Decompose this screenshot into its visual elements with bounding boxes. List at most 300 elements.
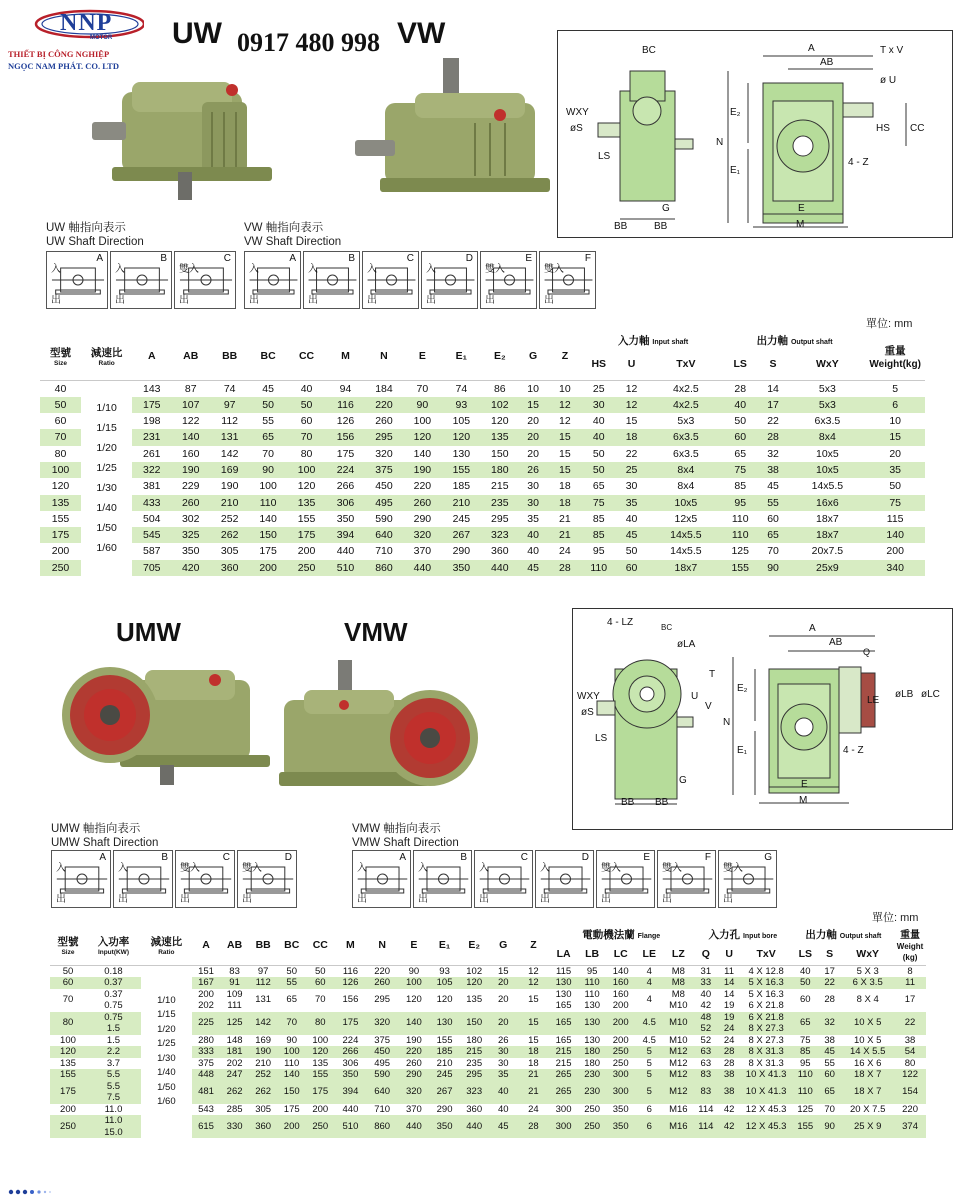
- table-cell: 155: [442, 462, 481, 478]
- table-cell: 504: [132, 511, 171, 527]
- cell-value: 510: [342, 1120, 359, 1132]
- table-cell: [894, 1046, 926, 1058]
- table-cell: 306: [326, 495, 365, 511]
- direction-input-label: 入: [367, 264, 377, 275]
- th-u: U: [615, 348, 648, 380]
- table-cell: [793, 989, 818, 1012]
- direction-letter: B: [161, 852, 168, 863]
- table-cell: 135: [40, 495, 81, 511]
- table-cell-kw: [86, 1058, 141, 1070]
- shaft-direction-b: [113, 850, 173, 908]
- cell-value: M12: [669, 1086, 688, 1098]
- th2-ab: AB: [220, 925, 249, 965]
- table-cell: 169: [210, 462, 249, 478]
- vmw-direction-row: [352, 850, 779, 908]
- cell-value: 306: [342, 1057, 359, 1069]
- table-cell: [192, 965, 221, 977]
- direction-letter: D: [581, 852, 589, 863]
- table-cell: 116: [326, 397, 365, 413]
- table-cell: 320: [403, 527, 442, 543]
- table-cell: 140: [403, 446, 442, 462]
- table-cell: [841, 1035, 894, 1047]
- cell-value: 6: [646, 1103, 652, 1115]
- kw-value: 3.7: [106, 1057, 121, 1069]
- table-cell: [841, 989, 894, 1012]
- direction-input-label: 入: [115, 264, 125, 275]
- table-cell-size: 135: [50, 1058, 86, 1070]
- cell-value: 375: [198, 1057, 214, 1069]
- cell-value: 5: [646, 1069, 652, 1080]
- table-cell: [518, 1104, 550, 1116]
- table-cell: [430, 1069, 460, 1081]
- cell-value: 235: [466, 1057, 483, 1069]
- cell-value: 543: [198, 1103, 214, 1115]
- table-cell: 394: [326, 527, 365, 543]
- cell-value: 116: [342, 965, 358, 977]
- cell-value: 200: [612, 1000, 629, 1011]
- ratio-value: 1/15: [96, 422, 117, 435]
- table-cell: 93: [442, 397, 481, 413]
- cell-value: 15: [528, 994, 539, 1006]
- direction-letter: C: [406, 253, 414, 264]
- table-cell: [606, 965, 635, 977]
- cell-value: 111: [227, 1000, 242, 1011]
- cell-value: 181: [226, 1046, 243, 1057]
- th-g: G: [519, 333, 548, 380]
- ratio-value: 1/30: [157, 1052, 176, 1064]
- table-cell-kw: [86, 1046, 141, 1058]
- cell-value: 83: [700, 1086, 712, 1098]
- table-cell: [841, 965, 894, 977]
- table-cell: [489, 1069, 518, 1081]
- cell-value: 38: [723, 1086, 735, 1098]
- table-cell: 18x7: [789, 511, 865, 527]
- ratio-value: 1/20: [96, 442, 117, 455]
- table-cell: [249, 1081, 278, 1104]
- cell-value: 190: [255, 1046, 272, 1057]
- table-cell: [398, 1115, 430, 1138]
- cell-value: 215: [466, 1046, 483, 1057]
- table-cell: [719, 1081, 740, 1104]
- table-cell: 110: [249, 495, 287, 511]
- kw-value: 2.2: [106, 1046, 121, 1057]
- cell-value: M10: [669, 1034, 688, 1046]
- table-cell: 40: [519, 543, 548, 559]
- cell-value: 150: [466, 1017, 483, 1029]
- table-cell: [793, 1058, 818, 1070]
- table-cell: [664, 1046, 694, 1058]
- shaft-direction-e: [480, 251, 537, 309]
- table-cell: [578, 1104, 607, 1116]
- cell-value: 38: [824, 1034, 835, 1046]
- dim2-label-q: Q: [863, 647, 871, 657]
- table-cell: 5x3: [648, 413, 724, 429]
- cell-value: 590: [374, 1069, 391, 1080]
- table-cell: 60: [757, 511, 790, 527]
- table-cell: [489, 1115, 518, 1138]
- table-cell: 156: [326, 429, 365, 445]
- table-cell: [459, 1058, 489, 1070]
- table-cell: 6x3.5: [648, 446, 724, 462]
- th-n: N: [365, 333, 403, 380]
- cell-value: 83: [229, 965, 240, 977]
- ratio-value: 1/30: [96, 482, 117, 495]
- dim-label-bb-2: BB: [654, 221, 668, 232]
- vmw-direction-title-zh: VMW 軸指向表示: [352, 823, 441, 835]
- table-cell: 24: [547, 543, 582, 559]
- cell-value: 202: [198, 1000, 214, 1011]
- table-cell: [489, 1035, 518, 1047]
- cell-value: 360: [466, 1103, 483, 1115]
- cell-value: 110: [797, 1086, 813, 1098]
- table-cell-size: 175: [50, 1081, 86, 1104]
- table-cell-size: 100: [50, 1035, 86, 1047]
- table-cell: [518, 977, 550, 989]
- table-cell: 80: [40, 446, 81, 462]
- th2-g: G: [489, 925, 518, 965]
- cell-value: 300: [612, 1086, 629, 1098]
- cell-value: 130: [584, 1017, 601, 1029]
- dim2-label-phi-la: øLA: [677, 639, 696, 650]
- table-cell: 860: [365, 560, 403, 576]
- table-cell: [220, 965, 249, 977]
- cell-value: 350: [612, 1120, 629, 1132]
- th-cc: CC: [287, 333, 326, 380]
- cell-value: 265: [555, 1086, 572, 1098]
- table-cell: [664, 1012, 694, 1035]
- table-cell: 25: [582, 380, 615, 397]
- dim2-label-wxy: WXY: [577, 691, 600, 702]
- direction-letter: F: [584, 253, 591, 264]
- table-cell: 325: [171, 527, 210, 543]
- unit-label-1: 單位: mm: [866, 318, 913, 330]
- table-cell: [192, 1104, 221, 1116]
- dim2-label-g: G: [679, 775, 687, 786]
- cell-value: 305: [255, 1103, 272, 1115]
- uw-spec-table: [40, 333, 925, 576]
- table-cell: [578, 977, 607, 989]
- table-cell: [841, 1081, 894, 1104]
- table-cell: [249, 989, 278, 1012]
- th2-output-group: 出力軸 Output shaft: [793, 925, 895, 943]
- table-cell: [335, 1058, 367, 1070]
- table-cell-kw: [86, 1081, 141, 1104]
- th2-q: Q: [693, 943, 718, 965]
- shaft-direction-f: [657, 850, 716, 908]
- cell-value: 18: [528, 1057, 539, 1069]
- cell-value: 15: [497, 965, 509, 977]
- table-cell-size: 60: [50, 977, 86, 989]
- cell-value: 200: [612, 1034, 629, 1046]
- cell-value: 280: [198, 1034, 214, 1046]
- table-cell: [192, 1012, 221, 1035]
- dim-label-n: N: [716, 137, 724, 148]
- cell-value: 35: [497, 1069, 509, 1080]
- cell-value: 38: [723, 1069, 735, 1080]
- table-cell: [430, 977, 460, 989]
- table-cell: 143: [132, 380, 171, 397]
- kw-value: 15.0: [104, 1126, 123, 1138]
- table-cell: [719, 1058, 740, 1070]
- cell-value: 38: [904, 1034, 916, 1046]
- table-row: [50, 965, 926, 977]
- table-cell: [489, 977, 518, 989]
- table-cell: [518, 1035, 550, 1047]
- cell-value: 165: [555, 1017, 572, 1029]
- umw-direction-title-zh: UMW 軸指向表示: [51, 823, 141, 835]
- table-cell: [635, 1046, 664, 1058]
- table-cell: [489, 965, 518, 977]
- table-cell: [366, 1069, 398, 1081]
- table-cell: [549, 1046, 578, 1058]
- cell-value: 350: [612, 1103, 629, 1115]
- ratio-cell: [81, 380, 132, 576]
- table-cell: [518, 965, 550, 977]
- cell-value: 175: [283, 1103, 300, 1115]
- table-cell: [220, 1046, 249, 1058]
- cell-value: 230: [584, 1086, 601, 1098]
- table-cell: [277, 1104, 306, 1116]
- table-cell: 90: [249, 462, 287, 478]
- direction-input-label: 雙入: [242, 863, 262, 874]
- table-cell: [894, 977, 926, 989]
- table-cell: 229: [171, 478, 210, 494]
- cell-value: 330: [226, 1120, 243, 1132]
- table-cell: 375: [365, 462, 403, 478]
- table-cell: [740, 1012, 793, 1035]
- shaft-direction-g: [718, 850, 777, 908]
- cell-value: 70: [824, 1103, 835, 1115]
- dim2-label-ls: LS: [595, 733, 608, 744]
- table-cell: [277, 1115, 306, 1138]
- cell-value: 495: [374, 1057, 391, 1069]
- table-row: [40, 511, 925, 527]
- cell-value: 130: [436, 1017, 453, 1029]
- table-cell: [719, 1115, 740, 1138]
- direction-input-label: 入: [418, 863, 428, 874]
- table-cell: 440: [403, 560, 442, 576]
- dim-label-bb-1: BB: [614, 221, 628, 232]
- ratio-value: 1/25: [96, 462, 117, 475]
- table-cell: 4x2.5: [648, 380, 724, 397]
- table-cell: 105: [442, 413, 481, 429]
- th-e: E: [403, 333, 442, 380]
- table-cell: 22: [757, 413, 790, 429]
- th2-bc: BC: [277, 925, 306, 965]
- table-cell: 587: [132, 543, 171, 559]
- table-cell: [549, 1012, 578, 1035]
- cell-value: 295: [466, 1069, 483, 1080]
- dim2-label-phi-lb: øLB: [895, 689, 914, 700]
- table-cell: 8x4: [789, 429, 865, 445]
- table-cell: 70: [249, 446, 287, 462]
- dim-label-cc: CC: [910, 123, 925, 134]
- table-cell: 115: [865, 511, 925, 527]
- table-row: [40, 462, 925, 478]
- table-cell: 184: [365, 380, 403, 397]
- table-cell: [277, 1081, 306, 1104]
- cell-value: 135: [466, 994, 483, 1006]
- cell-value: 6 X 21.8: [748, 1000, 784, 1011]
- table-cell: [489, 1081, 518, 1104]
- cell-value: 20 X 7.5: [849, 1103, 886, 1115]
- cell-value: 220: [405, 1046, 422, 1057]
- table-cell: 175: [249, 543, 287, 559]
- direction-letter: D: [284, 852, 292, 863]
- cell-value: 250: [584, 1103, 601, 1115]
- cell-value: 4: [646, 977, 652, 988]
- table-cell: 15: [519, 397, 548, 413]
- table-cell: [635, 965, 664, 977]
- table-cell: 45: [249, 380, 287, 397]
- dim-label-phi-s: øS: [570, 123, 583, 134]
- table-cell: 131: [210, 429, 249, 445]
- direction-output-label: 出: [479, 894, 489, 905]
- table-cell: [249, 1035, 278, 1047]
- cell-value: 165: [555, 1000, 572, 1011]
- cell-value: 169: [255, 1034, 272, 1046]
- cell-value: 109: [226, 988, 243, 1000]
- table-cell: [518, 1046, 550, 1058]
- table-cell: 125: [724, 543, 757, 559]
- cell-value: 165: [555, 1034, 572, 1046]
- shaft-direction-a: [352, 850, 411, 908]
- cell-value: 5 X 3: [856, 965, 879, 977]
- table-cell: 12: [547, 397, 582, 413]
- table-cell: 440: [326, 543, 365, 559]
- shaft-direction-b: [303, 251, 360, 309]
- table-cell: [277, 989, 306, 1012]
- direction-letter: B: [460, 852, 467, 863]
- table-cell: 180: [481, 462, 519, 478]
- table-cell: [459, 1081, 489, 1104]
- table-cell: [335, 989, 367, 1012]
- direction-input-label: 雙入: [544, 264, 564, 275]
- cell-value: 6: [646, 1120, 652, 1132]
- cell-value: 215: [555, 1046, 572, 1057]
- table-cell: [740, 965, 793, 977]
- table-cell: 10x5: [789, 462, 865, 478]
- table-cell: [220, 989, 249, 1012]
- direction-output-label: 出: [357, 894, 367, 905]
- unit-label-2: 單位: mm: [872, 912, 919, 924]
- table-cell: 175: [287, 527, 326, 543]
- table-cell: 70: [40, 429, 81, 445]
- table-cell: [518, 1069, 550, 1081]
- kw-value: 5.5: [106, 1080, 121, 1092]
- ratio-value: 1/10: [157, 994, 176, 1006]
- table-row: [40, 495, 925, 511]
- table-cell: [366, 1046, 398, 1058]
- cell-value: 142: [255, 1017, 272, 1029]
- table-cell-kw: [86, 965, 141, 977]
- direction-input-label: 入: [308, 264, 318, 275]
- ratio-cell: [141, 965, 192, 1138]
- table-cell: 102: [481, 397, 519, 413]
- cell-value: 65: [799, 1017, 811, 1029]
- table-cell: [192, 1035, 221, 1047]
- table-cell: [740, 1035, 793, 1047]
- table-cell: 100: [249, 478, 287, 494]
- table-cell: [606, 1012, 635, 1035]
- cell-value: 10 X 5: [853, 1034, 882, 1046]
- table-cell: 120: [287, 478, 326, 494]
- table-cell: [430, 965, 460, 977]
- dim-label-hs: HS: [876, 123, 890, 134]
- direction-letter: F: [704, 852, 711, 863]
- table-cell: [793, 1081, 818, 1104]
- dim2-label-4z: 4 - Z: [843, 745, 864, 756]
- table-cell: [430, 1115, 460, 1138]
- table-cell-kw: [86, 1069, 141, 1081]
- table-cell: 705: [132, 560, 171, 576]
- table-cell: [398, 1046, 430, 1058]
- table-cell: 35: [615, 495, 648, 511]
- ratio-value: 1/60: [157, 1096, 176, 1108]
- cell-value: 15: [528, 1034, 539, 1046]
- table-cell: [894, 1058, 926, 1070]
- table-cell: 15: [547, 462, 582, 478]
- table-cell: [489, 989, 518, 1012]
- kw-value: 0.75: [104, 1000, 123, 1011]
- table-cell: [459, 1069, 489, 1081]
- table-cell: [518, 1081, 550, 1104]
- table-cell: [635, 977, 664, 989]
- table-cell: 15: [865, 429, 925, 445]
- table-cell: 70: [757, 543, 790, 559]
- table-cell: [841, 977, 894, 989]
- cell-value: 83: [700, 1069, 712, 1080]
- kw-value: 11.0: [104, 1115, 123, 1126]
- table-cell: [518, 1012, 550, 1035]
- umw-dimension-diagram: [572, 608, 953, 830]
- uw-spec-table-body: [40, 380, 925, 576]
- cell-value: 180: [584, 1046, 601, 1057]
- table-cell: 120: [40, 478, 81, 494]
- table-cell: [693, 1115, 718, 1138]
- table-cell: 155: [724, 560, 757, 576]
- th2-bb: BB: [249, 925, 278, 965]
- table-cell: 30: [519, 478, 548, 494]
- table-cell: 18x7: [648, 560, 724, 576]
- cell-value: 220: [374, 965, 391, 977]
- direction-output-label: 出: [601, 894, 611, 905]
- logo-line-1: THIẾT BỊ CÔNG NGHIỆP: [8, 49, 110, 59]
- table-cell: [606, 1058, 635, 1070]
- table-cell: 495: [365, 495, 403, 511]
- table-cell: 155: [40, 511, 81, 527]
- uw-gearbox-photo: [92, 72, 282, 200]
- cell-value: 90: [286, 1034, 297, 1046]
- th2-e1: E₁: [430, 925, 460, 965]
- table-cell: 200: [249, 560, 287, 576]
- table-cell-size: 200: [50, 1104, 86, 1116]
- cell-value: 267: [436, 1086, 453, 1098]
- table-cell: 381: [132, 478, 171, 494]
- cell-value: 100: [312, 1034, 329, 1046]
- table-cell: [719, 1046, 740, 1058]
- table-cell: 50: [249, 397, 287, 413]
- table-cell: [306, 965, 335, 977]
- table-cell: [459, 1115, 489, 1138]
- cell-value: 114: [698, 1120, 714, 1132]
- table-cell: 8x4: [648, 478, 724, 494]
- direction-input-label: 入: [479, 863, 489, 874]
- direction-input-label: 雙入: [179, 264, 199, 275]
- cell-value: 12 X 45.3: [745, 1103, 787, 1115]
- table-cell: 14x5.5: [789, 478, 865, 494]
- dim2-label-phi-lc: øLC: [921, 689, 940, 700]
